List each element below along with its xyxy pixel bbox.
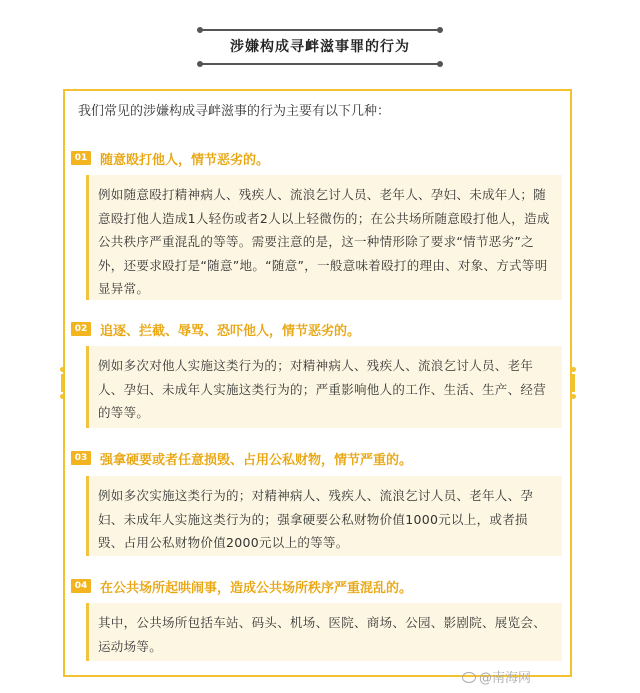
section-card-3	[86, 476, 562, 556]
section-body-2: 例如多次对他人实施这类行为的；对精神病人、残疾人、流浪乞讨人员、老年人、孕妇、未成年人实施这类行为的；严重影响他人的工作、生活、生产、经营的等等。	[98, 358, 547, 420]
title-bottom-rule	[200, 63, 440, 65]
section-card-4	[86, 603, 562, 661]
section-heading-1: 随意殴打他人，情节恶劣的。	[100, 153, 270, 168]
watermark	[462, 667, 531, 686]
frame-right-ornament	[572, 374, 575, 392]
title-block	[0, 29, 640, 65]
section-body-4: 其中，公共场所包括车站、码头、机场、医院、商场、公园、影剧院、展览会、运动场等。	[98, 615, 547, 654]
section-number-badge-1: 01	[71, 151, 91, 165]
section-body-1: 例如随意殴打精神病人、残疾人、流浪乞讨人员、老年人、孕妇、未成年人；随意殴打他人造成1人轻伤或者2人以上轻微伤的；在公共场所随意殴打他人，造成公共秩序严重混乱的等等。需要注意的是，这一种情形除了要求“情节恶劣”之外，还要求殴打是“随意”地。“随意”，一般意味着殴打的理由、对象、方式等明显异常。	[98, 187, 550, 296]
section-body-3: 例如多次实施这类行为的；对精神病人、残疾人、流浪乞讨人员、老年人、孕妇、未成年人实施这类行为的；强拿硬要公私财物价值1000元以上，或者损毁、占用公私财物价值2000元以上的等等。	[98, 488, 534, 550]
section-heading-2: 追逐、拦截、辱骂、恐吓他人，情节恶劣的。	[100, 324, 361, 339]
section-heading-4: 在公共场所起哄闹事，造成公共场所秩序严重混乱的。	[100, 581, 413, 596]
watermark-text: @南海网	[479, 671, 532, 686]
section-card-1	[86, 175, 562, 300]
section-number-badge-3: 03	[71, 451, 91, 465]
section-card-2	[86, 346, 562, 428]
intro-text: 我们常见的涉嫌构成寻衅滋事的行为主要有以下几种：	[78, 104, 391, 119]
weibo-icon	[462, 672, 476, 683]
page-title: 涉嫌构成寻衅滋事罪的行为	[230, 39, 410, 55]
section-number-badge-2: 02	[71, 322, 91, 336]
frame-left-ornament	[61, 374, 64, 392]
section-number-badge-4: 04	[71, 579, 91, 593]
section-heading-3: 强拿硬要或者任意损毁、占用公私财物，情节严重的。	[100, 453, 413, 468]
